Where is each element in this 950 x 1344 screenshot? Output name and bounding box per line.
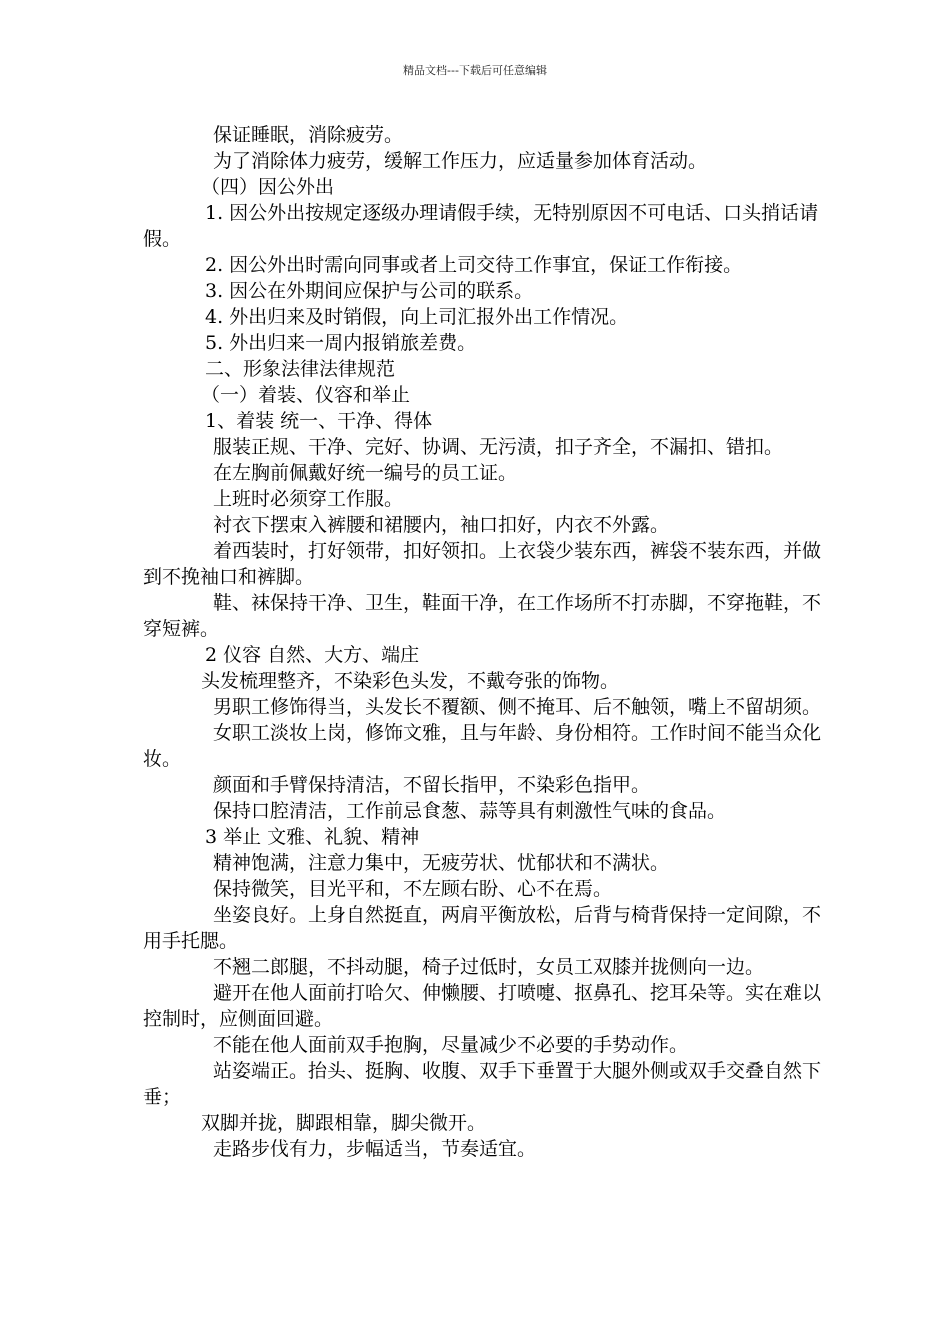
paragraph: 保持口腔清洁，工作前忌食葱、蒜等具有刺激性气味的食品。 <box>213 800 727 822</box>
subsection-heading: 3 举止 文雅、礼貌、精神 <box>205 826 420 848</box>
paragraph: 坐姿良好。上身自然挺直，两肩平衡放松，后背与椅背保持一定间隙，不用手托腮。 <box>143 904 822 952</box>
paragraph: 不翘二郎腿，不抖动腿，椅子过低时，女员工双膝并拢侧向一边。 <box>213 956 765 978</box>
paragraph: 双脚并拢，脚跟相靠，脚尖微开。 <box>201 1112 487 1134</box>
document-body <box>143 122 823 1162</box>
paragraph: 保持微笑，目光平和，不左顾右盼、心不在焉。 <box>213 878 613 900</box>
list-item: 2. 因公外出时需向同事或者上司交待工作事宜，保证工作衔接。 <box>205 254 743 276</box>
paragraph: 上班时必须穿工作服。 <box>213 488 404 510</box>
paragraph: 保证睡眠，消除疲劳。 <box>213 124 404 146</box>
paragraph: 在左胸前佩戴好统一编号的员工证。 <box>213 462 518 484</box>
paragraph: 头发梳理整齐，不染彩色头发，不戴夸张的饰物。 <box>201 670 620 692</box>
paragraph: 不能在他人面前双手抱胸，尽量减少不必要的手势动作。 <box>213 1034 689 1056</box>
paragraph: 女职工淡妆上岗，修饰文雅，且与年龄、身份相符。工作时间不能当众化妆。 <box>143 722 822 770</box>
paragraph: 鞋、袜保持干净、卫生，鞋面干净，在工作场所不打赤脚，不穿拖鞋，不穿短裤。 <box>143 592 822 640</box>
list-item: 5. 外出归来一周内报销旅差费。 <box>205 332 477 354</box>
list-item: 1. 因公外出按规定逐级办理请假手续，无特别原因不可电话、口头捎话请假。 <box>143 202 819 250</box>
paragraph: 站姿端正。抬头、挺胸、收腹、双手下垂置于大腿外侧或双手交叠自然下垂； <box>143 1060 822 1108</box>
paragraph: 走路步伐有力，步幅适当，节奏适宜。 <box>213 1138 537 1160</box>
list-item: 3. 因公在外期间应保护与公司的联系。 <box>205 280 534 302</box>
section-heading: （四）因公外出 <box>201 176 335 198</box>
paragraph: 避开在他人面前打哈欠、伸懒腰、打喷嚏、抠鼻孔、挖耳朵等。实在难以控制时，应侧面回避。 <box>143 982 822 1030</box>
paragraph: 着西装时，打好领带，扣好领扣。上衣袋少装东西，裤袋不装东西，并做到不挽袖口和裤脚。 <box>143 540 822 588</box>
list-item: 4. 外出归来及时销假，向上司汇报外出工作情况。 <box>205 306 629 328</box>
paragraph: 服装正规、干净、完好、协调、无污渍，扣子齐全，不漏扣、错扣。 <box>213 436 784 458</box>
section-heading: 二、形象法律法律规范 <box>205 358 396 380</box>
paragraph: 颜面和手臂保持清洁，不留长指甲，不染彩色指甲。 <box>213 774 651 796</box>
paragraph: 精神饱满，注意力集中，无疲劳状、忧郁状和不满状。 <box>213 852 670 874</box>
paragraph: 男职工修饰得当，头发长不覆额、侧不掩耳、后不触领，嘴上不留胡须。 <box>213 696 822 718</box>
subsection-heading: 2 仪容 自然、大方、端庄 <box>205 644 420 666</box>
page-header: 精品文档---下载后可任意编辑 <box>403 64 547 77</box>
paragraph: 为了消除体力疲劳，缓解工作压力，应适量参加体育活动。 <box>213 150 708 172</box>
paragraph: 衬衣下摆束入裤腰和裙腰内，袖口扣好，内衣不外露。 <box>213 514 670 536</box>
subsection-heading: 1、着装 统一、干净、得体 <box>205 410 433 432</box>
section-heading: （一）着装、仪容和举止 <box>201 384 411 406</box>
